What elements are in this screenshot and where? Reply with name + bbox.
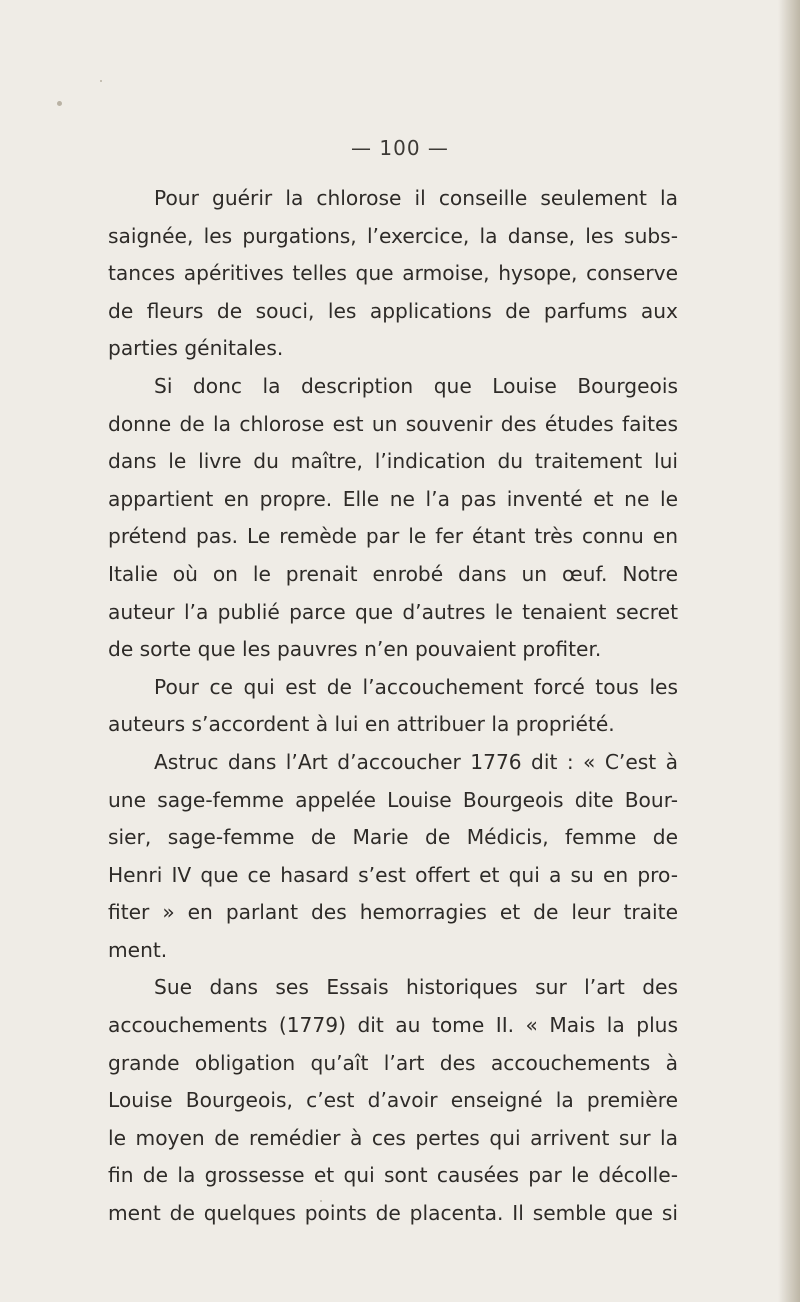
text-line: Pour guérir la chlorose il conseille seulement la (154, 186, 678, 210)
text-line: grande obligation qu’aît l’art des accouchements à (108, 1050, 678, 1075)
text-line: fiter » en parlant des hemorragies et de leur traite (108, 900, 678, 925)
text-line: Astruc dans l’Art d’accoucher 1776 dit : « C’est à (154, 749, 678, 774)
paper-speck (57, 101, 62, 106)
text-line: dans le livre du maître, l’indication du traitement lui (108, 449, 678, 474)
text-line: ment de quelques points de placenta. Il semble que si (108, 1201, 678, 1226)
text-line: Louise Bourgeois, c’est d’avoir enseigné la première (108, 1088, 678, 1113)
text-line: Si donc la description que Louise Bourgeois (154, 373, 678, 398)
text-line: sier, sage-femme de Marie de Médicis, femme de (108, 825, 678, 850)
text-line: auteur l’a publié parce que d’autres le tenaient secret (108, 599, 678, 624)
text-line: Italie où on le prenait enrobé dans un œuf. Notre (108, 561, 678, 586)
text-line: de fleurs de souci, les applications de parfums aux (108, 298, 678, 323)
text-line: donne de la chlorose est un souvenir des études faites (108, 411, 678, 436)
text-line: accouchements (1779) dit au tome II. « Mais la plus (108, 1013, 678, 1038)
paper-speck (100, 80, 102, 82)
text-line: de sorte que les pauvres n’en pouvaient profiter. (108, 637, 602, 662)
text-line: ment. (108, 937, 168, 962)
text-line: le moyen de remédier à ces pertes qui arrivent sur la (108, 1125, 678, 1150)
text-line: tances apéritives telles que armoise, hysope, conserve (108, 261, 678, 286)
text-line: prétend pas. Le remède par le fer étant très connu en (108, 524, 678, 549)
text-line: Pour ce qui est de l’accouchement forcé tous les (154, 674, 678, 699)
text-line: parties génitales. (108, 336, 284, 361)
text-line: fin de la grossesse et qui sont causées par le décolle- (108, 1163, 678, 1188)
page-number: — 100 — (351, 136, 449, 160)
text-line: une sage-femme appelée Louise Bourgeois dite Bour- (108, 787, 678, 812)
text-line: saignée, les purgations, l’exercice, la danse, les subs- (108, 223, 678, 248)
text-line: auteurs s’accordent à lui en attribuer la propriété. (108, 712, 615, 737)
text-line: Sue dans ses Essais historiques sur l’art des (154, 975, 678, 1000)
page-edge-shadow (778, 0, 800, 1302)
body-text (108, 180, 678, 1233)
text-line: appartient en propre. Elle ne l’a pas inventé et ne le (108, 486, 678, 511)
text-line: Henri IV que ce hasard s’est offert et qui a su en pro- (108, 862, 678, 887)
